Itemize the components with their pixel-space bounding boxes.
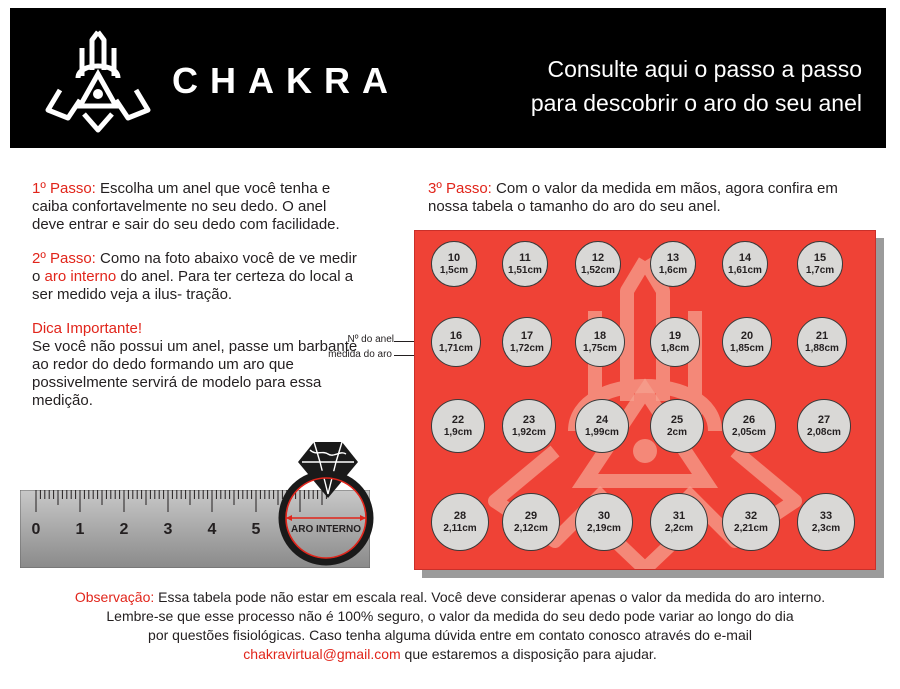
ring-number: 33 [819, 509, 833, 522]
ring-number: 29 [524, 509, 538, 522]
ring-size-circle [722, 241, 768, 287]
step-2-text-after: do anel. Para ter certeza do local a ser medido veja a ilus- tração. [32, 268, 354, 303]
ring-measure: 2cm [666, 426, 687, 438]
ring-number: 28 [453, 509, 467, 522]
ring-number: 18 [593, 329, 607, 342]
ring-number: 15 [813, 251, 827, 264]
ring-measure: 1,85cm [730, 342, 764, 354]
footer-line-3: por questões fisiológicas. Caso tenha alguma dúvida entre em contato conosco através do e-mail [148, 627, 752, 643]
ring-measure: 1,99cm [585, 426, 619, 438]
ring-number: 16 [449, 329, 463, 342]
ruler-tick-label: 1 [75, 521, 85, 538]
ring-measure-annotation: medida do aro [328, 349, 392, 360]
ring-number: 25 [670, 413, 684, 426]
ring-number: 31 [672, 509, 686, 522]
step-3-title: 3º Passo: [428, 180, 492, 197]
ring-number: 32 [744, 509, 758, 522]
ring-number: 10 [447, 251, 461, 264]
ring-measure: 1,5cm [439, 264, 469, 276]
ruler-tick-label: 4 [207, 521, 217, 538]
ring-measure: 1,75cm [583, 342, 617, 354]
ring-number: 21 [815, 329, 829, 342]
ring-size-circle [650, 399, 704, 453]
ring-measure: 1,6cm [658, 264, 688, 276]
step-2-title: 2º Passo: [32, 250, 96, 267]
brand-name: CHAKRA [172, 60, 400, 101]
ring-number: 13 [666, 251, 680, 264]
ring-size-circle [797, 399, 851, 453]
chakra-hamsa-logo-icon [38, 18, 158, 136]
ring-size-circle [797, 493, 855, 551]
ring-size-circle [502, 317, 552, 367]
contact-email-link[interactable]: chakravirtual@gmail.com [243, 646, 401, 662]
ring-size-circle [797, 241, 843, 287]
step-1 [32, 180, 362, 234]
observation-footer [0, 588, 900, 664]
inner-diameter-label: ARO INTERNO [291, 524, 361, 535]
ring-number: 20 [740, 329, 754, 342]
ring-size-circle [650, 493, 708, 551]
ring-size-table [414, 230, 886, 580]
ring-number: 24 [595, 413, 609, 426]
footer-line-1 [0, 588, 900, 607]
ring-size-circle [722, 399, 776, 453]
step-2 [32, 250, 362, 304]
ring-number: 27 [817, 413, 831, 426]
ring-size-circle [650, 241, 696, 287]
ring-number: 23 [522, 413, 536, 426]
header-banner [10, 8, 886, 148]
ring-size-circle [575, 241, 621, 287]
ring-size-circle [502, 241, 548, 287]
ring-measure: 2,19cm [587, 522, 621, 534]
step-3-text: Com o valor da medida em mãos, agora confira em nossa tabela o tamanho do aro do seu anel. [428, 180, 838, 215]
ring-number: 17 [520, 329, 534, 342]
footer-line-4-end: que estaremos a disposição para ajudar. [404, 646, 657, 662]
tip-text: Se você não possui um anel, passe um barbante ao redor do dedo formando um aro que possivelmente servirá de modelo para essa medição. [32, 338, 358, 409]
step-1-title: 1º Passo: [32, 180, 96, 197]
ring-measure: 1,71cm [439, 342, 473, 354]
ring-size-circle [650, 317, 700, 367]
ring-size-circle [575, 493, 633, 551]
ring-number: 19 [668, 329, 682, 342]
ring-number: 30 [597, 509, 611, 522]
ring-measure: 1,52cm [581, 264, 615, 276]
ruler-tick-label: 5 [251, 521, 261, 538]
ring-size-circle [431, 241, 477, 287]
ring-size-circle [502, 399, 556, 453]
ring-number: 12 [591, 251, 605, 264]
ring-illustration [262, 436, 382, 572]
ring-measure: 1,51cm [508, 264, 542, 276]
ring-measure: 1,9cm [443, 426, 473, 438]
ring-measure: 1,88cm [805, 342, 839, 354]
ruler-tick-label: 0 [31, 521, 41, 538]
header-tagline [531, 52, 862, 120]
ring-measure: 2,3cm [811, 522, 841, 534]
ring-measure: 1,61cm [728, 264, 762, 276]
ring-measure: 2,2cm [664, 522, 694, 534]
observation-title: Observação: [74, 589, 155, 605]
ring-number: 26 [742, 413, 756, 426]
ring-measure: 1,7cm [805, 264, 835, 276]
ring-number: 22 [451, 413, 465, 426]
ring-size-circle [575, 317, 625, 367]
ring-number: 14 [738, 251, 752, 264]
ring-number-annotation: Nº do anel [347, 334, 394, 345]
ring-size-circle [575, 399, 629, 453]
ring-measure: 2,08cm [807, 426, 841, 438]
ring-measure: 2,11cm [443, 522, 477, 534]
ring-measure: 2,05cm [732, 426, 766, 438]
footer-line-2: Lembre-se que esse processo não é 100% seguro, o valor da medida do seu dedo pode variar ao longo do dia [106, 608, 794, 624]
tagline-line-1: Consulte aqui o passo a passo [547, 56, 862, 82]
tip-title: Dica Importante! [32, 320, 143, 337]
ring-size-board [414, 230, 876, 570]
ring-size-circle [502, 493, 560, 551]
important-tip [32, 320, 362, 410]
ring-size-circle [797, 317, 847, 367]
ruler-tick-label: 2 [119, 521, 129, 538]
tagline-line-2: para descobrir o aro do seu anel [530, 90, 862, 116]
ring-size-circle [431, 399, 485, 453]
step-3 [428, 180, 838, 216]
ring-measure: 1,8cm [660, 342, 690, 354]
step-2-highlight: aro interno [44, 268, 117, 285]
instructions-column [32, 180, 362, 426]
ring-measure: 2,12cm [514, 522, 548, 534]
step-1-text: Escolha um anel que você tenha e caiba confortavelmente no seu dedo. O anel deve entrar e sair do seu dedo com facilidade. [32, 180, 340, 233]
ring-size-circle [431, 493, 489, 551]
ring-measure: 1,72cm [510, 342, 544, 354]
ring-size-circle [722, 493, 780, 551]
observation-text-1: Essa tabela pode não estar em escala real. Você deve considerar apenas o valor da medida do aro interno. [158, 589, 826, 605]
ring-number: 11 [519, 251, 531, 264]
ring-size-circle [722, 317, 772, 367]
ruler-tick-label: 3 [163, 521, 173, 538]
step-2-text-before: Como na foto abaixo você de ve medir o [32, 250, 357, 285]
ring-measure: 1,92cm [512, 426, 546, 438]
footer-line-4 [0, 645, 900, 664]
ring-measure: 2,21cm [734, 522, 768, 534]
ring-size-circle [431, 317, 481, 367]
